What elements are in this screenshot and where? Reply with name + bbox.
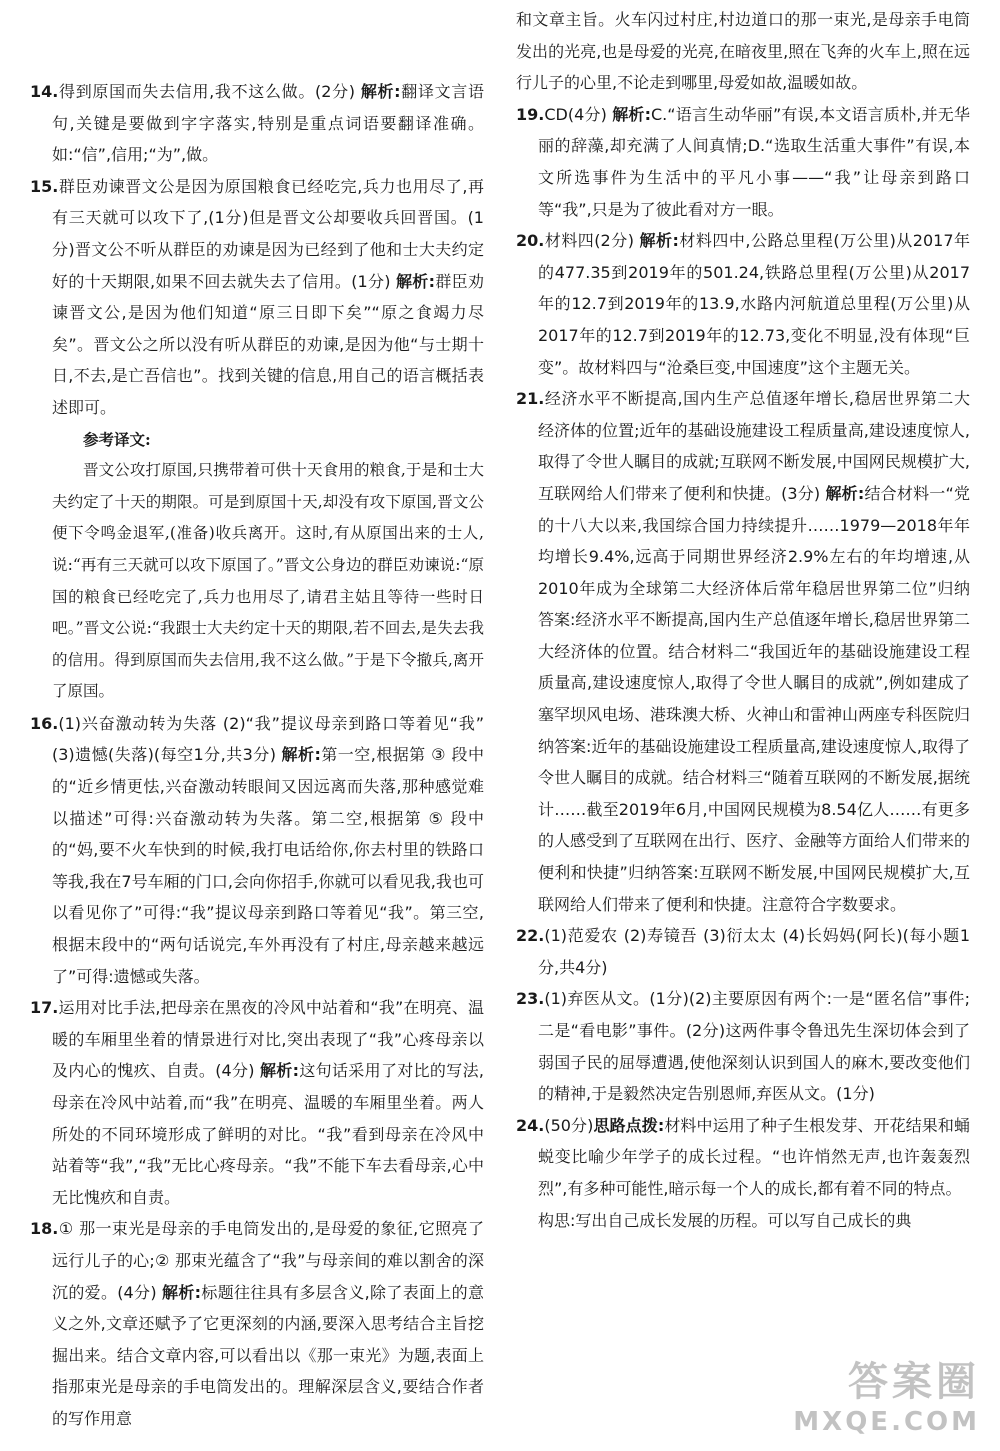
analysis-label: 解析: — [259, 1061, 300, 1081]
answer-21 — [516, 383, 970, 920]
translation-title: 参考译文: — [83, 429, 151, 449]
question-number: 24. — [516, 1115, 545, 1135]
answer-page — [30, 10, 971, 1436]
answer-text: CD(4分) — [544, 104, 607, 124]
answer-text: 经济水平不断提高,国内生产总值逐年增长,稳居世界第二大经济体的位置;近年的基础设施建设工程质量高,建设速度惊人,取得了令世人瞩目的成就;互联网不断发展,中国网民规模扩大,互联网给人们带来了便利和快捷。(3分) — [538, 389, 970, 503]
question-number: 23. — [516, 989, 545, 1009]
answer-24 — [516, 1110, 970, 1205]
analysis-label: 解析: — [825, 483, 865, 503]
answer-18 — [30, 1213, 484, 1434]
question-number: 22. — [516, 926, 545, 946]
analysis-label: 解析: — [281, 745, 321, 765]
answer-text: 群臣劝谏晋文公是因为原国粮食已经吃完,兵力也用尽了,再有三天就可以攻下了,(1分)但是晋文公却要收兵回晋国。(1分)晋文公不听从群臣的劝谏是因为已经到了他和士大夫约定好的十天期限,如果不回去就失去了信用。(1分) — [52, 176, 484, 291]
question-number: 14. — [30, 82, 59, 101]
watermark-logo-text: 答案圈 — [848, 1359, 980, 1405]
analysis-text: 翻译文言语句,关键是要做到字字落实,特别是重点词语要翻译准确。如:“信”,信用;“为”,做。 — [52, 82, 484, 165]
translation-text: 晋文公攻打原国,只携带着可供十天食用的粮食,于是和士大夫约定了十天的期限。可是到原国十天,却没有攻下原国,晋文公便下令鸣金退军,(准备)收兵离开。这时,有从原国出来的士人,说:“再有三天就可以攻下原国了。”晋文公身边的群臣劝谏说:“原国的粮食已经吃完了,兵力也用尽了,请君主姑且等待一些时日吧。”晋文公说:“我跟士大夫约定十天的期限,若不回去,是失去我的信用。得到原国而失去信用,我不这么做。”于是下令撤兵,离开了原国。 — [52, 461, 484, 701]
reference-translation — [30, 424, 484, 708]
analysis-label: 解析: — [395, 271, 436, 291]
answer-text: (1)兴奋激动转为失落 (2)“我”提议母亲到路口等着见“我” (3)遗憾(失落)(每空1分,共3分) — [52, 713, 484, 765]
question-number: 21. — [516, 389, 545, 409]
answer-22 — [516, 920, 970, 983]
question-number: 20. — [516, 231, 545, 251]
analysis-text: 材料四中,公路总里程(万公里)从2017年的477.35到2019年的501.24,铁路总里程(万公里)从2017年的12.7到2019年的13.9,水路内河航道总里程(万公里)从2017年的12.7到2019年的12.73,变化不明显,没有体现“巨变”。故材料四与“沧桑巨变,中国速度”这个主题无关。 — [538, 231, 971, 377]
question-number: 16. — [30, 713, 59, 733]
question-number: 17. — [30, 998, 59, 1018]
analysis-label: 解析: — [360, 82, 401, 101]
answer-23 — [516, 983, 970, 1109]
answer-15 — [30, 171, 484, 424]
analysis-text: 这句话采用了对比的写法,母亲在冷风中站着,而“我”在明亮、温暖的车厢里坐着。两人所处的不同环境形成了鲜明的对比。“我”看到母亲在冷风中站着等“我”,“我”无比心疼母亲。“我”不能下车去看母亲,心中无比愧疚和自责。 — [52, 1061, 484, 1207]
watermark-url: MXQE.COM — [793, 1407, 980, 1437]
analysis-text: 群臣劝谏晋文公,是因为他们知道“原三日即下矣”“原之食竭力尽矣”。晋文公之所以没有听从群臣的劝谏,是因为他“与士期十日,不去,是亡吾信也”。找到关键的信息,用自己的语言概括表述即可。 — [52, 271, 484, 417]
answer-17 — [30, 992, 484, 1213]
answer-text: (1)弃医从文。(1分)(2)主要原因有两个:一是“匿名信”事件;二是“看电影”事件。(2分)这两件事令鲁迅先生深切体会到了弱国子民的屈辱遭遇,使他深刻认识到国人的麻木,要改变他们的精神,于是毅然决定告别恩师,弃医从文。(1分) — [538, 989, 970, 1104]
answer-text: 运用对比手法,把母亲在黑夜的冷风中站着和“我”在明亮、温暖的车厢里坐着的情景进行对比,突出表现了“我”心疼母亲以及内心的愧疚、自责。(4分) — [52, 998, 484, 1081]
answer-text: 得到原国而失去信用,我不这么做。(2分) — [58, 82, 356, 101]
analysis-text: 标题往往具有多层含义,除了表面上的意义之外,文章还赋予了它更深刻的内涵,要深入思考结合主旨挖掘出来。结合文章内容,可以看出以《那一束光》为题,表面上指那束光是母亲的手电筒发出的。理解深层含义,要结合作者的写作用意 — [52, 1282, 484, 1428]
question-number: 19. — [516, 104, 545, 124]
analysis-label: 解析: — [639, 231, 679, 251]
question-number: 18. — [30, 1219, 59, 1239]
answer-text: ① 那一束光是母亲的手电筒发出的,是母爱的象征,它照亮了远行儿子的心;② 那束光蕴含了“我”与母亲间的难以割舍的深沉的爱。(4分) — [52, 1219, 484, 1302]
question-number: 15. — [30, 176, 59, 196]
answer-16 — [30, 708, 484, 992]
analysis-label: 解析: — [162, 1282, 202, 1302]
left-column — [30, 76, 484, 1436]
analysis-text: C.“语言生动华丽”有误,本文语言质朴,并无华丽的辞藻,却充满了人间真情;D.“选取生活重大事件”有误,本文所选事件为生活中的平凡小事——“我”让母亲到路口等“我”,只是为了彼此看对方一眼。 — [538, 104, 970, 219]
answer-text: 材料四(2分) — [544, 231, 634, 251]
right-column — [516, 4, 970, 1436]
hint-text: 材料中运用了种子生根发芽、开花结果和蛹蜕变比喻少年学子的成长过程。“也许悄然无声,也许轰轰烈烈”,有多种可能性,暗示每一个人的成长,都有着不同的特点。 — [538, 1115, 970, 1198]
answer-text: (1)范爱农 (2)寿镜吾 (3)衍太太 (4)长妈妈(阿长)(每小题1分,共4分) — [538, 926, 970, 977]
answer-18-continued: 和文章主旨。火车闪过村庄,村边道口的那一束光,是母亲手电筒发出的光亮,也是母爱的光亮,在暗夜里,照在飞奔的火车上,照在远行儿子的心里,不论走到哪里,母爱如故,温暖如故。 — [516, 10, 970, 93]
watermark — [793, 1350, 980, 1437]
analysis-text: 第一空,根据第 ③ 段中的“近乡情更怯,兴奋激动转眼间又因远离而失落,那种感觉难以描述”可得:兴奋激动转为失落。第二空,根据第 ⑤ 段中的“妈,要不火车快到的时候,我打电话给你,你去村里的铁路口等我,我在7号车厢的门口,会向你招手,你就可以看见我,我也可以看见你了”可得:“我”提议母亲到路口等着见“我”。第三空,根据末段中的“两句话说完,车外再没有了村庄,母亲越来越远了”可得:遗憾或失落。 — [52, 745, 484, 986]
analysis-label: 解析: — [612, 104, 651, 124]
answer-14 — [30, 76, 484, 171]
analysis-text: 结合材料一“党的十八大以来,我国综合国力持续提升……1979—2018年年均增长9.4%,远高于同期世界经济2.9%左右的年均增速,从2010年成为全球第二大经济体后常年稳居世界第二位”归纳答案:经济水平不断提高,国内生产总值逐年增长,稳居世界第二大经济体的位置。结合材料二“我国近年的基础设施建设工程质量高,建设速度惊人,取得了令世人瞩目的成就”,例如建成了塞罕坝风电场、港珠澳大桥、火神山和雷神山两座专科医院归纳答案:近年的基础设施建设工程质量高,建设速度惊人,取得了令世人瞩目的成就。结合材料三“随着互联网的不断发展,据统计……截至2019年6月,中国网民规模为8.54亿人……有更多的人感受到了互联网在出行、医疗、金融等方面给人们带来的便利和快捷”归纳答案:互联网不断发展,中国网民规模扩大,互联网给人们带来了便利和快捷。注意符合字数要求。 — [538, 483, 971, 914]
score-text: (50分) — [544, 1115, 594, 1135]
hint-label: 思路点拨: — [593, 1115, 665, 1135]
answer-19 — [516, 99, 970, 225]
answer-20 — [516, 225, 970, 383]
answer-24-idea: 构思:写出自己成长发展的历程。可以写自己成长的典 — [538, 1210, 912, 1230]
